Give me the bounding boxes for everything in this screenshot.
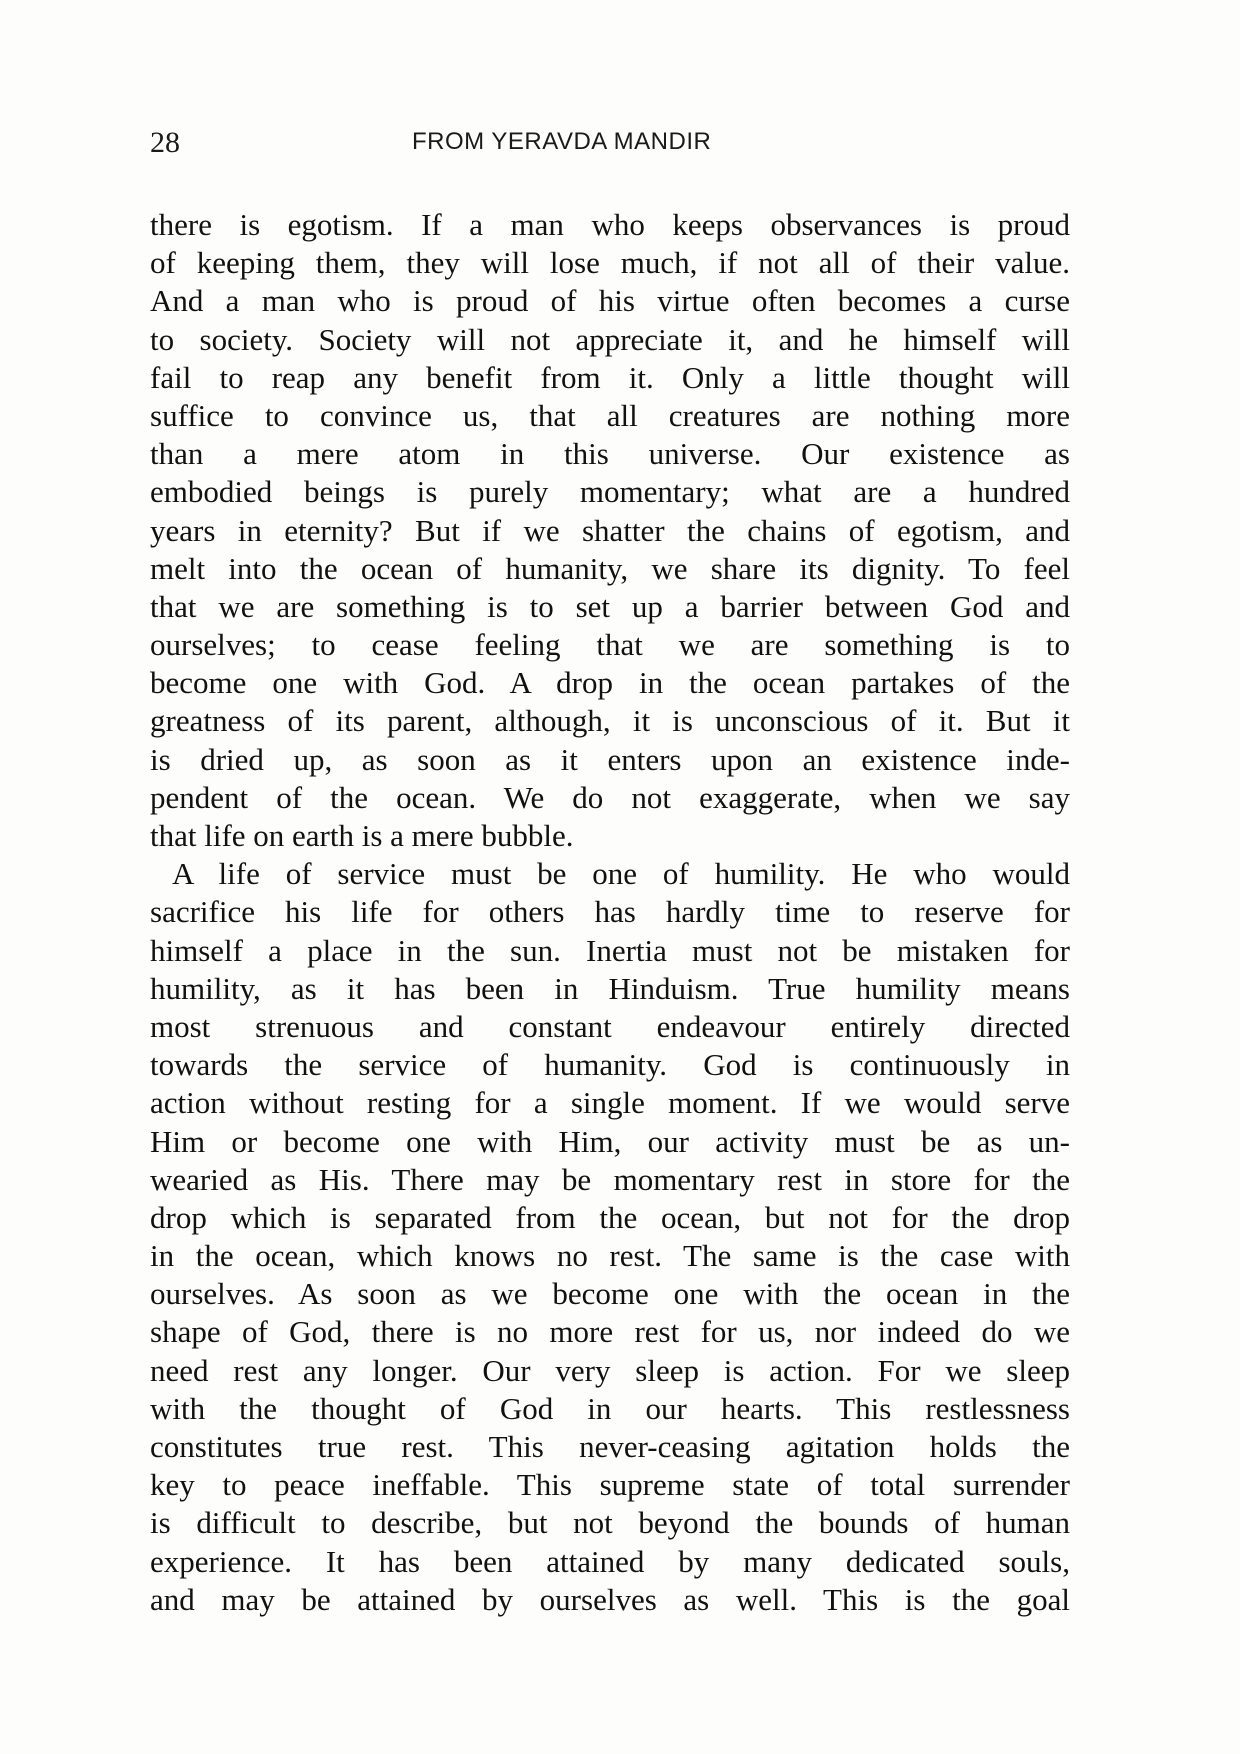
book-title: FROM YERAVDA MANDIR [412, 128, 712, 155]
text-line: years in eternity? But if we shatter the chains of egotism, and [150, 512, 1070, 548]
text-line: key to peace ineffable. This supreme state of total surrender [150, 1467, 1070, 1503]
text-line: than a mere atom in this universe. Our existence as [150, 436, 1070, 472]
text-line: sacrifice his life for others has hardly time to reserve for [150, 894, 1070, 930]
paragraph-start-line: A life of service must be one of humility. He who would [172, 856, 1070, 892]
text-line: pendent of the ocean. We do not exaggerate, when we say [150, 779, 1070, 815]
text-line: And a man who is proud of his virtue often becomes a curse [150, 283, 1070, 319]
text-line: need rest any longer. Our very sleep is action. For we sleep [150, 1352, 1070, 1388]
text-line: most strenuous and constant endeavour entirely directed [150, 1008, 1070, 1044]
text-line: suffice to convince us, that all creatures are nothing more [150, 397, 1070, 433]
paragraph-end-line: that life on earth is a mere bubble. [150, 818, 574, 853]
text-line: ourselves. As soon as we become one with the ocean in the [150, 1276, 1070, 1312]
text-line: ourselves; to cease feeling that we are something is to [150, 627, 1070, 663]
text-line: embodied beings is purely momentary; what are a hundred [150, 474, 1070, 510]
text-line: experience. It has been attained by many dedicated souls, [150, 1543, 1070, 1579]
text-line: towards the service of humanity. God is continuously in [150, 1047, 1070, 1083]
text-line: shape of God, there is no more rest for us, nor indeed do we [150, 1314, 1070, 1350]
text-line: become one with God. A drop in the ocean partakes of the [150, 665, 1070, 701]
text-line: Him or become one with Him, our activity must be as un- [150, 1123, 1070, 1159]
text-line: that we are something is to set up a barrier between God and [150, 588, 1070, 624]
body-text [150, 206, 1070, 1619]
text-line: and may be attained by ourselves as well. This is the goal [150, 1581, 1070, 1617]
text-line: humility, as it has been in Hinduism. True humility means [150, 970, 1070, 1006]
text-line: himself a place in the sun. Inertia must not be mistaken for [150, 932, 1070, 968]
text-line: constitutes true rest. This never-ceasing agitation holds the [150, 1429, 1070, 1464]
text-line: wearied as His. There may be momentary rest in store for the [150, 1161, 1070, 1197]
page-number: 28 [150, 126, 180, 159]
text-line: is dried up, as soon as it enters upon an existence inde- [150, 741, 1070, 777]
text-line: greatness of its parent, although, it is unconscious of it. But it [150, 703, 1070, 739]
text-line: action without resting for a single moment. If we would serve [150, 1085, 1070, 1121]
text-line: to society. Society will not appreciate it, and he himself will [150, 321, 1070, 357]
text-line: is difficult to describe, but not beyond the bounds of human [150, 1505, 1070, 1541]
text-line: drop which is separated from the ocean, but not for the drop [150, 1199, 1070, 1235]
text-line: of keeping them, they will lose much, if not all of their value. [150, 245, 1070, 281]
text-line: in the ocean, which knows no rest. The same is the case with [150, 1238, 1070, 1274]
text-line: there is egotism. If a man who keeps observances is proud [150, 207, 1070, 242]
text-line: melt into the ocean of humanity, we share its dignity. To feel [150, 550, 1070, 586]
running-head [150, 122, 1070, 162]
text-line: fail to reap any benefit from it. Only a little thought will [150, 359, 1070, 395]
text-line: with the thought of God in our hearts. This restlessness [150, 1390, 1070, 1426]
